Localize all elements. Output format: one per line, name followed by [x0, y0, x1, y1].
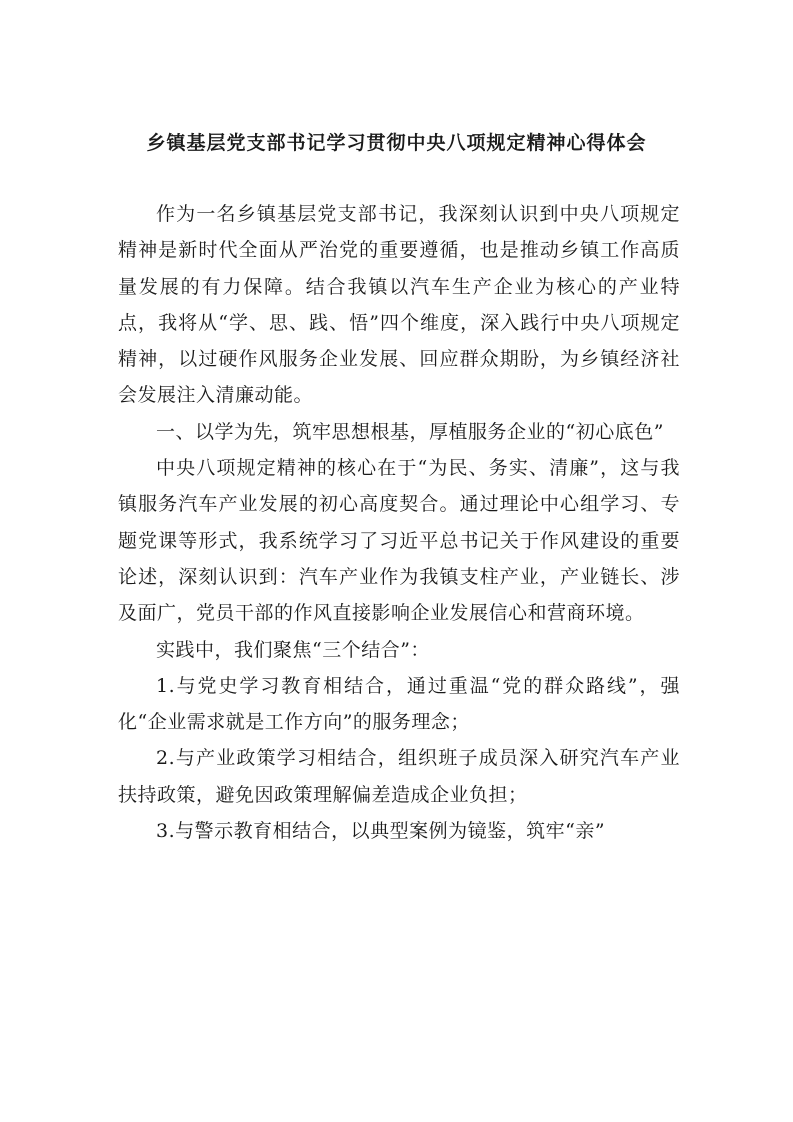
document-body [118, 196, 680, 849]
section-heading-1: 一、以学为先，筑牢思想根基，厚植服务企业的“初心底色” [156, 420, 664, 443]
paragraph-practice-intro: 实践中，我们聚焦“三个结合”： [156, 638, 430, 661]
paragraph-section-1: 中央八项规定精神的核心在于“为民、务实、清廉”，这与我镇服务汽车产业发展的初心高度契合。通过理论中心组学习、专题党课等形式，我系统学习了习近平总书记关于作风建设的重要论述，深刻认识到：汽车产业作为我镇支柱产业，产业链长、涉及面广，党员干部的作风直接影响企业发展信心和营商环境。 [118, 457, 680, 625]
document-title: 乡镇基层党支部书记学习贯彻中央八项规定精神心得体会 [146, 132, 647, 154]
list-item-1: 1.与党史学习教育相结合，通过重温“党的群众路线”，强化“企业需求就是工作方向”的服务理念； [118, 674, 680, 734]
list-item-2: 2.与产业政策学习相结合，组织班子成员深入研究汽车产业扶持政策，避免因政策理解偏差造成企业负担； [118, 747, 680, 806]
list-item-3: 3.与警示教育相结合，以典型案例为镜鉴，筑牢“亲” [156, 820, 606, 843]
paragraph-intro: 作为一名乡镇基层党支部书记，我深刻认识到中央八项规定精神是新时代全面从严治党的重要遵循，也是推动乡镇工作高质量发展的有力保障。结合我镇以汽车生产企业为核心的产业特点，我将从“学、思、践、悟”四个维度，深入践行中央八项规定精神，以过硬作风服务企业发展、回应群众期盼，为乡镇经济社会发展注入清廉动能。 [118, 203, 680, 407]
